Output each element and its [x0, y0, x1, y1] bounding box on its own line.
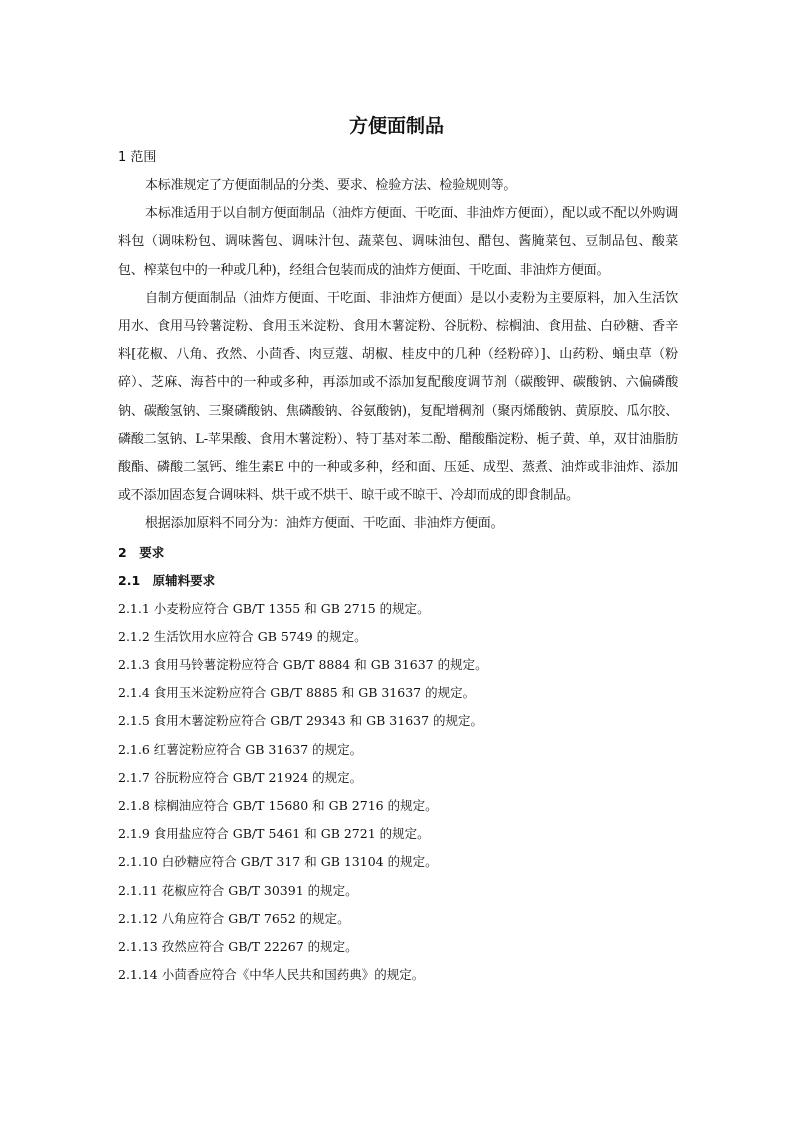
- clause-2-1-4: 2.1.4 食用玉米淀粉应符合 GB/T 8885 和 GB 31637 的规定。: [118, 685, 476, 701]
- scope-paragraph-3: 自制方便面制品（油炸方便面、干吃面、非油炸方便面）是以小麦粉为主要原料，加入生活饮用水、食用马铃薯淀粉、食用玉米淀粉、食用木薯淀粉、谷朊粉、棕榈油、食用盐、白砂糖、香辛料[花椒、八角、孜然、小茴香、肉豆蔻、胡椒、桂皮中的几种（经粉碎）]、山药粉、蛹虫草（粉碎）、芝麻、海苔中的一种或多种，再添加或不添加复配酸度调节剂（碳酸钾、碳酸钠、六偏磷酸钠、碳酸氢钠、三聚磷酸钠、焦磷酸钠、谷氨酸钠)，复配增稠剂（聚丙烯酸钠、黄原胶、瓜尔胶、磷酸二氢钠、L-苹果酸、食用木薯淀粉）、特丁基对苯二酚、醋酸酯淀粉、栀子黄、单，双甘油脂肪酸酯、磷酸二氢钙、维生素E 中的一种或多种，经和面、压延、成型、蒸煮、油炸或非油炸、添加或不添加固态复合调味料、烘干或不烘干、晾干或不晾干、冷却而成的即食制品。: [118, 290, 678, 504]
- section-heading-requirements: 2 要求: [118, 544, 165, 560]
- clause-2-1-9: 2.1.9 食用盐应符合 GB/T 5461 和 GB 2721 的规定。: [118, 826, 430, 842]
- clause-2-1-11: 2.1.11 花椒应符合 GB/T 30391 的规定。: [118, 882, 358, 898]
- clause-2-1-2: 2.1.2 生活饮用水应符合 GB 5749 的规定。: [118, 628, 367, 644]
- scope-paragraph-1: 本标准规定了方便面制品的分类、要求、检验方法、检验规则等。: [145, 178, 517, 193]
- clause-2-1-6: 2.1.6 红薯淀粉应符合 GB 31637 的规定。: [118, 741, 363, 757]
- clause-2-1-14: 2.1.14 小茴香应符合《中华人民共和国药典》的规定。: [118, 967, 425, 983]
- clause-2-1-3: 2.1.3 食用马铃薯淀粉应符合 GB/T 8884 和 GB 31637 的规定。: [118, 657, 488, 673]
- section-heading-scope: 1 范围: [118, 150, 157, 165]
- clause-2-1-12: 2.1.12 八角应符合 GB/T 7652 的规定。: [118, 910, 350, 926]
- clause-2-1-7: 2.1.7 谷朊粉应符合 GB/T 21924 的规定。: [118, 769, 363, 785]
- scope-paragraph-2: 本标准适用于以自制方便面制品（油炸方便面、干吃面、非油炸方便面），配以或不配以外购调料包（调味粉包、调味酱包、调味汁包、蔬菜包、调味油包、醋包、酱腌菜包、豆制品包、酸菜包、榨菜包中的一种或几种)，经组合包装而成的油炸方便面、干吃面、非油炸方便面。: [118, 206, 678, 278]
- clause-2-1-1: 2.1.1 小麦粉应符合 GB/T 1355 和 GB 2715 的规定。: [118, 600, 430, 616]
- document-title: 方便面制品: [348, 115, 444, 137]
- clause-2-1-10: 2.1.10 白砂糖应符合 GB/T 317 和 GB 13104 的规定。: [118, 854, 438, 870]
- subsection-heading-raw-materials: 2.1 原辅料要求: [118, 572, 216, 588]
- document-body: [118, 144, 678, 989]
- clause-2-1-5: 2.1.5 食用木薯淀粉应符合 GB/T 29343 和 GB 31637 的规定。: [118, 713, 484, 729]
- clause-2-1-8: 2.1.8 棕榈油应符合 GB/T 15680 和 GB 2716 的规定。: [118, 797, 438, 813]
- clause-2-1-13: 2.1.13 孜然应符合 GB/T 22267 的规定。: [118, 938, 358, 954]
- scope-paragraph-4: 根据添加原料不同分为：油炸方便面、干吃面、非油炸方便面。: [145, 516, 504, 532]
